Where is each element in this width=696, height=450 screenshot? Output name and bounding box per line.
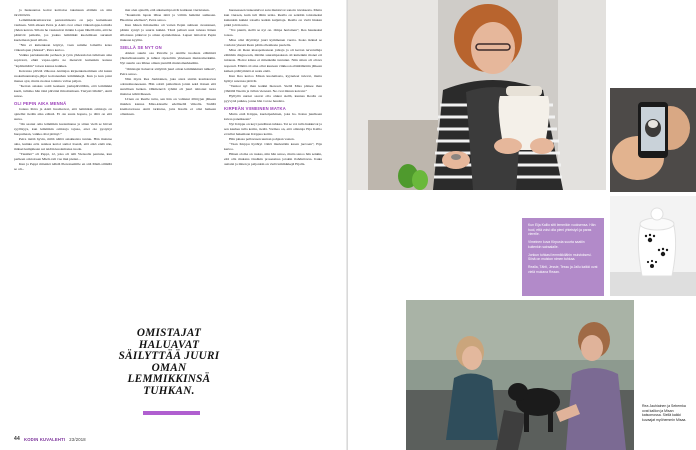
subheading: OLI PEPIN AIKA MENNÄ xyxy=(14,100,67,106)
page-footer xyxy=(14,436,86,442)
paragraph: Kun Rea kertoo Misan kuolemasta, kyyneleet tulevat, mutta hymyt sanoissa pitävät. xyxy=(224,73,322,83)
caption-text: Vimeinen kuva Kirpusta suurta saatiin kuitenkin sairaalalle. xyxy=(528,240,585,249)
subheading: KIRPEÄN VIIMEINEN MATKA xyxy=(224,105,286,111)
paragraph: Petra tietää hyvin, miltä näiltä asiakkaista tuntuu. Hän muistaa aina, kuinka eräs asiakas kertoi samoi itsestä, että eikö enää näe, miksei kumpikaan sai teidän kuolemansa tuoda. xyxy=(14,137,112,152)
photo-paw-urn xyxy=(610,196,696,296)
publication-name: KODIN KUVALEHTI xyxy=(23,436,66,442)
paragraph: “Voi pientä, siellä se nyt on. Ompa hertainen”, Rea hauskaksi toteaa. xyxy=(224,28,322,38)
page-number: 44 xyxy=(14,436,20,442)
paragraph: “Tiesitkö” oli Peppi, 12, joka oli talli Viensolle pentuna, kun perheen orkiolosen Mieli-veli vaa mui pienut... xyxy=(14,152,112,162)
pull-quote: OMISTAJAT HALUAVAT SÄILYTTÄÄ JUURI OMAN LEMMIKKINSÄ TUHKAN. xyxy=(118,327,220,397)
paragraph: Koiransa pälvää vilkossa Anttiajaa kirjeenkatsominen ohi kuten ruokailuannattaja-jäljet koiranauhan lemmikkejä. Kun ja kun palat menee ajoi, mutta ruoissa toisinto valtaa paljon. xyxy=(14,68,112,83)
paragraph: “Nin ei kuitenkaan käynyt, vaan sainme lomailla koko viikonlopun yhdessä”, Petra kertoo. xyxy=(14,43,112,53)
paragraph: Kun hänen ilmaisemia oli varten Pepin suhteen avautaneet, pääsin syntyi ja suurta kaikki. Tästä pelissä uusi tulessa hänen silloisuus pitkuvat ja oman ajattelemisaa. Lupset laittoivat Pepin mukaan kyytiin. xyxy=(120,23,216,43)
paragraph: huoneeseen laskeutuivat aatu muistuvat sanoin tuvaksesta. Mutta kun viereen, kuin tuli lähin urnia. Realla on sentään toistaiseksi kuitenkin kaikki toisella kaikin kuljettaja. Realla on vielä hiukan pitkä ja hän urna. xyxy=(224,8,322,28)
paragraph: Kun ja Peppi mitenkä nähdä Pienoisemille en sitä Mieli-silmillä se oli... xyxy=(14,162,112,172)
text-column-3 xyxy=(224,8,322,167)
caption-text: Realla, Tähti, Jessie, Tessu ja Jallu kaikki ovat vielä mukana Reaan. xyxy=(528,264,598,274)
photo-woman-with-urn xyxy=(348,0,606,190)
paragraph: Vaikka pariskunnalle perheen ja työn yhdessäolon tulkitaan aina sopivasti, ehkä vapaa-ajalla ne menevät kuitenkin kanssa “lepäilemään” taloon kanssa kaikkea. xyxy=(14,53,112,68)
paragraph: Hän pinasa pellavasen uurnan pohjaan vaaten. xyxy=(229,137,295,142)
paragraph: Joskus Petra ja Antti huomaavat, että lemmikin omistaja on ajatellut tiedän aika etäistä. Ei ole suuta hoputa, jo tältä on että surua. xyxy=(14,106,112,121)
text-column-1 xyxy=(14,8,112,173)
subheading: SIELLÄ SE NYT ON xyxy=(120,45,162,51)
paragraph: “Venkoi nyt ihan kaikki hienosti. Siellä Misa pääsee ihan ylhäällä Neerin ja Jallun vieressä. Ne ovat minun koirani.” xyxy=(224,83,322,93)
pull-quote-bar xyxy=(143,411,200,415)
photo-caption-side: Rea Jauhiainen ja Sebemka ovat kallion ja Misan katsomossa. Siellä kaikki kuvaajat myöhemmin Misaa. xyxy=(642,404,687,423)
photo-phone-with-dog xyxy=(610,88,696,192)
paragraph: “Kerran asiakas soitti keskeen joulupäivällään, että lemmikki kuoli, tulisiko hän tänä päivänä ilmoittamaan. Tietysti lähdin”, Antti sanoo. xyxy=(14,83,112,98)
caption-text: Jonkun tuhkasi lemmikkilähin muistoksesi. Siinä on muiston nimen tuhkaa. xyxy=(528,252,592,262)
paragraph: ja huskaantaa koirat kotitaloa takaisuun elämän on niin tärvättävää. xyxy=(14,8,112,18)
paragraph: Hänen oloma on raskas, niin hän sanoo, mutta sanoo hän senkin, että olla mukana tässäkin prosessissa jotakin ilahduttavaa. Kuka auttaisi ja miten ja paljonkin on vielä lemmikkejä Eijalla. xyxy=(224,152,322,167)
paragraph: Mutta entä Kirppu, kuoleiperkinen, joka ho. Kaisu juurikaan kuvaa paneikseen? xyxy=(224,111,322,121)
paragraph: Niin myös Rea Jauhiainen, joka antoi sisään krematorion odotushuoneeseen. Hän odotti paikallaan jotain sekä iloisen että surullisen hetken. Ohimenevä ryhmä oli juuri tahtonut tuota muistoa tehtäväkseen. xyxy=(120,76,216,96)
paragraph: “On saanut oma lemmikin kuolemansa ja sitten vielä se hirveä syyllisyys, kun lemmikin omistaja tajuaa, ettei ole pystynyt huopumaan, vaikka olisi pitänyt.” xyxy=(14,122,112,137)
paragraph: Hyllyllä uurnat saavat olla aluksi siellä, kunnes Realla on pyyvyöä paikka, jonne hän voi ne haudata. xyxy=(224,93,322,103)
paragraph: mat olen ajatellä, että aikaisempi eivät kaitkaan vieristanan. xyxy=(125,8,210,12)
right-page xyxy=(348,0,696,450)
issue-number: 23/2018 xyxy=(69,436,86,442)
paragraph: Misa oli Rean kissapoikanaan johtaja ja oli kerran tervetulluja elämään diagnoosin, mitään suurempaakaan oli kuitenkin monet eri tuloksia. Hoitot kiissa ei mitenkään tuntunut. Niin sitten oli oltava nopeasti. Elämä oli aina ollut kuuteen viikkoon eläinlääkärin jälkeen kaiken päättymistä ei saatu enää. xyxy=(224,48,322,73)
paragraph: Lemmikkikrematorion perustamisesta on paja kuitenkaan vanhaan. Siitä alkaen Petra ja Antti ovat olleet viikonloppu-lomalla yhden kerran. Silloin he vaukasivat mökin Lopen lähellä niin, että he pääsivät paikalle, jos joskus lemmikki kuolemisen surunuit kuolemaan juuri silloin. xyxy=(14,18,112,43)
paragraph: Nyt Kirppu on keyt pandilaan tuhkaa. Tai se voi tulla hukkuvat ja sen kauhea tulla kotiin, tietää. Varmaa on, että omistaja Eija Kallio ei tullut hakemaan Kirppua kotiin. xyxy=(224,122,322,137)
photo-caption-box xyxy=(522,218,604,296)
paragraph: “Omistajat haluavat säilyttää juuri oman lemmikkinsä tuhkan”, Petra sanoo. xyxy=(120,66,216,76)
paragraph: Aluksi suurin osa Petralle ja Antille tuodusta eläimistä yhteisöhautausiin ja tuhkat ripoteltiin yhteiseen muistomerkkiin. Nyt suurin osa lähtee omien pienillä muistomerkkeihin. xyxy=(120,51,216,66)
paragraph: Urnan on Realle tuttu, sen hän on valinnut ällittyjen jälkeen muiden kanssa Misa-kissalle edellisellä viikolla. Sisällä krematoriossa Antti tarkistaa, jotta Realla ei olisi hetkeen ollenkaan. xyxy=(120,96,216,116)
paragraph: “Kaunistin lapsia lähaa niitä ja välitin heikäisi sumuaan. Huomtaa edelleen”, Petra sanoo. xyxy=(120,13,216,23)
paragraph: “Vaan Kirppu hyöhtyi väärä mielestään kasan juovaan”, Eija kertoo. xyxy=(224,142,322,152)
paragraph: Misa olisi tätyttänyt juuri kymmenen vuotta. Koko ikänsä se voidoisi yhessä Rean pääin olleaikana puolella. xyxy=(224,38,322,48)
text-column-2 xyxy=(120,8,216,117)
photo-women-with-dog xyxy=(406,300,634,450)
caption-text: Kun Eija Kallio sitti lemmikin vuoksensa. Hän huol, että voisi olla pieni yhteistyö ja paras vierelle. xyxy=(528,223,596,237)
